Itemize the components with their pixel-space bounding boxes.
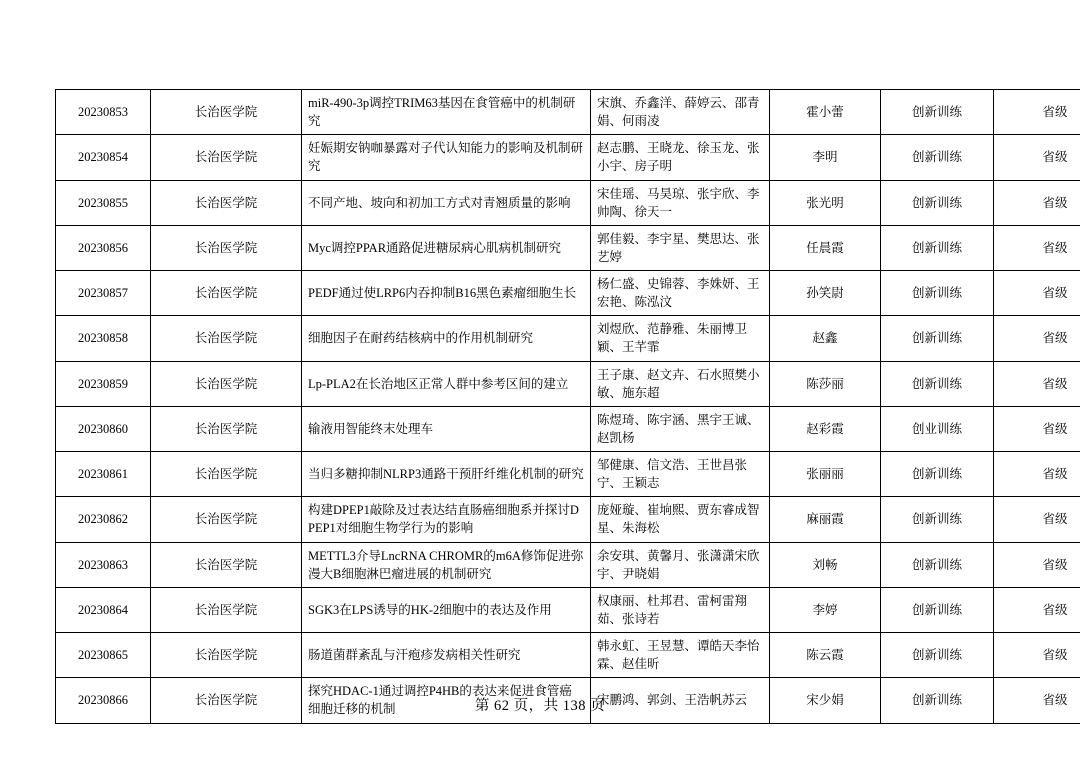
- cell-school: 长治医学院: [151, 633, 302, 678]
- cell-type: 创新训练: [881, 271, 994, 316]
- cell-type: 创新训练: [881, 633, 994, 678]
- cell-project-id: 20230865: [56, 633, 151, 678]
- cell-level: 省级: [994, 361, 1080, 406]
- table-row: [56, 406, 1080, 451]
- cell-level: 省级: [994, 678, 1080, 723]
- cell-school: 长治医学院: [151, 135, 302, 180]
- cell-level: 省级: [994, 452, 1080, 497]
- cell-type: 创新训练: [881, 361, 994, 406]
- table-row: [56, 225, 1080, 270]
- table-row: [56, 135, 1080, 180]
- table-row: [56, 316, 1080, 361]
- cell-type: 创新训练: [881, 452, 994, 497]
- cell-teacher: 麻丽霞: [770, 497, 881, 542]
- cell-title: miR-490-3p调控TRIM63基因在食管癌中的机制研究: [302, 90, 591, 135]
- cell-project-id: 20230855: [56, 180, 151, 225]
- cell-project-id: 20230856: [56, 225, 151, 270]
- cell-school: 长治医学院: [151, 225, 302, 270]
- cell-teacher: 李明: [770, 135, 881, 180]
- cell-title: 当归多糖抑制NLRP3通路干预肝纤维化机制的研究: [302, 452, 591, 497]
- cell-type: 创新训练: [881, 678, 994, 723]
- cell-members: 宋旗、乔鑫洋、薛婷云、邵青娟、何雨凌: [591, 90, 770, 135]
- cell-school: 长治医学院: [151, 452, 302, 497]
- cell-members: 刘煜欣、范静雅、朱丽博卫颖、王芊霏: [591, 316, 770, 361]
- cell-project-id: 20230864: [56, 587, 151, 632]
- project-table-body: [56, 90, 1080, 724]
- cell-teacher: 宋少娟: [770, 678, 881, 723]
- cell-type: 创新训练: [881, 180, 994, 225]
- cell-project-id: 20230860: [56, 406, 151, 451]
- cell-members: 韩永虹、王昱慧、谭皓天李怡霖、赵佳昕: [591, 633, 770, 678]
- table-row: [56, 452, 1080, 497]
- cell-members: 庞娅璇、崔垧熙、贾东睿成智星、朱海松: [591, 497, 770, 542]
- cell-school: 长治医学院: [151, 180, 302, 225]
- cell-project-id: 20230858: [56, 316, 151, 361]
- cell-project-id: 20230861: [56, 452, 151, 497]
- table-row: [56, 180, 1080, 225]
- cell-school: 长治医学院: [151, 587, 302, 632]
- cell-school: 长治医学院: [151, 497, 302, 542]
- cell-teacher: 赵鑫: [770, 316, 881, 361]
- cell-level: 省级: [994, 406, 1080, 451]
- cell-teacher: 赵彩霞: [770, 406, 881, 451]
- table-row: [56, 497, 1080, 542]
- cell-members: 郭佳毅、李宇星、樊思达、张艺婷: [591, 225, 770, 270]
- cell-level: 省级: [994, 180, 1080, 225]
- cell-members: 陈煜琦、陈宇涵、黑宇王诚、赵凯杨: [591, 406, 770, 451]
- table-row: [56, 361, 1080, 406]
- page-footer: 第 62 页，共 138 页: [474, 698, 606, 714]
- cell-title: 输液用智能终末处理车: [302, 406, 591, 451]
- cell-type: 创新训练: [881, 316, 994, 361]
- cell-project-id: 20230853: [56, 90, 151, 135]
- cell-school: 长治医学院: [151, 361, 302, 406]
- cell-teacher: 张光明: [770, 180, 881, 225]
- cell-title: 细胞因子在耐药结核病中的作用机制研究: [302, 316, 591, 361]
- cell-level: 省级: [994, 497, 1080, 542]
- cell-title: 探究HDAC-1通过调控P4HB的表达来促进食管癌细胞迁移的机制: [302, 678, 591, 723]
- cell-project-id: 20230859: [56, 361, 151, 406]
- cell-type: 创新训练: [881, 90, 994, 135]
- cell-members: 宋佳瑶、马昊琼、张宇欣、李帅陶、徐天一: [591, 180, 770, 225]
- cell-project-id: 20230863: [56, 542, 151, 587]
- cell-level: 省级: [994, 542, 1080, 587]
- cell-level: 省级: [994, 587, 1080, 632]
- cell-title: Lp-PLA2在长治地区正常人群中参考区间的建立: [302, 361, 591, 406]
- table-row: [56, 542, 1080, 587]
- cell-level: 省级: [994, 271, 1080, 316]
- cell-level: 省级: [994, 633, 1080, 678]
- cell-school: 长治医学院: [151, 542, 302, 587]
- project-table: [55, 89, 1080, 724]
- cell-school: 长治医学院: [151, 271, 302, 316]
- cell-school: 长治医学院: [151, 678, 302, 723]
- table-row: [56, 271, 1080, 316]
- cell-type: 创新训练: [881, 135, 994, 180]
- cell-school: 长治医学院: [151, 316, 302, 361]
- cell-school: 长治医学院: [151, 406, 302, 451]
- cell-type: 创新训练: [881, 497, 994, 542]
- cell-project-id: 20230866: [56, 678, 151, 723]
- cell-teacher: 张丽丽: [770, 452, 881, 497]
- cell-teacher: 李婷: [770, 587, 881, 632]
- cell-level: 省级: [994, 90, 1080, 135]
- cell-title: 不同产地、坡向和初加工方式对青翘质量的影响: [302, 180, 591, 225]
- cell-type: 创新训练: [881, 587, 994, 632]
- project-table-container: [55, 89, 1068, 724]
- cell-title: PEDF通过使LRP6内吞抑制B16黑色素瘤细胞生长: [302, 271, 591, 316]
- table-row: [56, 587, 1080, 632]
- cell-teacher: 霍小蕾: [770, 90, 881, 135]
- cell-title: SGK3在LPS诱导的HK-2细胞中的表达及作用: [302, 587, 591, 632]
- cell-members: 王子康、赵文卉、石水照樊小敏、施东超: [591, 361, 770, 406]
- cell-members: 权康丽、杜邦君、雷柯雷翔茹、张诗若: [591, 587, 770, 632]
- cell-teacher: 陈云霞: [770, 633, 881, 678]
- cell-teacher: 孙笑尉: [770, 271, 881, 316]
- cell-title: METTL3介导LncRNA CHROMR的m6A修饰促进弥漫大B细胞淋巴瘤进展的机制研究: [302, 542, 591, 587]
- cell-members: 余安琪、黄馨月、张潇潇宋欣宇、尹晓娟: [591, 542, 770, 587]
- cell-project-id: 20230857: [56, 271, 151, 316]
- cell-type: 创新训练: [881, 542, 994, 587]
- cell-title: Myc调控PPAR通路促进糖尿病心肌病机制研究: [302, 225, 591, 270]
- cell-members: 邹健康、信文浩、王世昌张宁、王颖志: [591, 452, 770, 497]
- cell-members: 赵志鹏、王晓龙、徐玉龙、张小宇、房子明: [591, 135, 770, 180]
- cell-project-id: 20230862: [56, 497, 151, 542]
- table-row: [56, 90, 1080, 135]
- cell-teacher: 刘畅: [770, 542, 881, 587]
- cell-members: 宋鹏鸿、郭剑、王浩帆苏云: [591, 678, 770, 723]
- cell-school: 长治医学院: [151, 90, 302, 135]
- cell-level: 省级: [994, 225, 1080, 270]
- cell-title: 肠道菌群紊乱与汗疱疹发病相关性研究: [302, 633, 591, 678]
- cell-members: 杨仁盛、史锦蓉、李姝妍、王宏艳、陈泓汶: [591, 271, 770, 316]
- cell-level: 省级: [994, 135, 1080, 180]
- table-row: [56, 633, 1080, 678]
- cell-project-id: 20230854: [56, 135, 151, 180]
- cell-level: 省级: [994, 316, 1080, 361]
- cell-type: 创业训练: [881, 406, 994, 451]
- cell-teacher: 陈莎丽: [770, 361, 881, 406]
- cell-teacher: 任晨霞: [770, 225, 881, 270]
- cell-title: 妊娠期安钠咖暴露对子代认知能力的影响及机制研究: [302, 135, 591, 180]
- cell-title: 构建DPEP1敲除及过表达结直肠癌细胞系并探讨DPEP1对细胞生物学行为的影响: [302, 497, 591, 542]
- cell-type: 创新训练: [881, 225, 994, 270]
